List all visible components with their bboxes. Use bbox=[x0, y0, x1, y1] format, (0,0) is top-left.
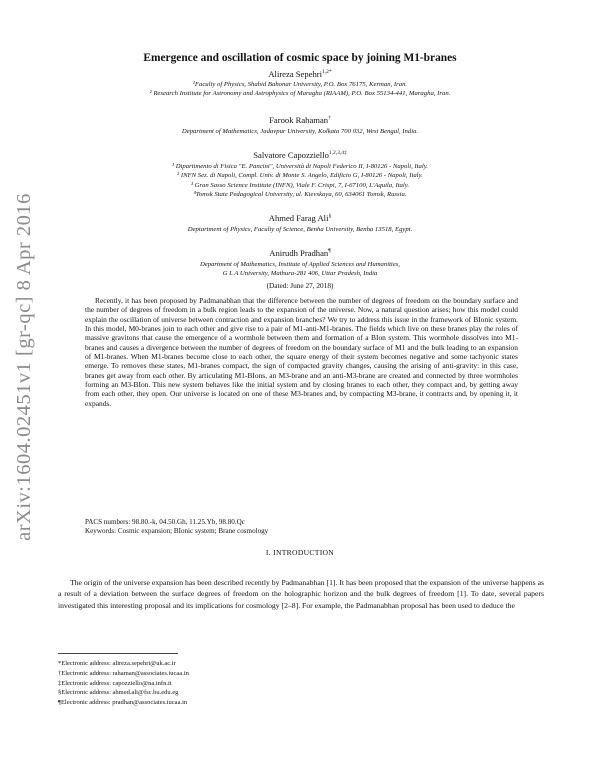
affiliation-block-3 bbox=[50, 162, 550, 199]
paper-title: Emergence and oscillation of cosmic space by joining M1-branes bbox=[143, 52, 457, 64]
affiliation-line: ³ Gran Sasso Science Institute (INFN), Viale F. Crispi, 7, I-67100, L'Aquila, Italy. bbox=[190, 181, 410, 189]
affiliation-line: ¹ Dipartimento di Fisica "E. Pancini", Università di Napoli Federico II, I-80126 - Napoli, Italy. bbox=[172, 163, 428, 170]
pacs-numbers: PACS numbers: 98.80.-k, 04.50.Gh, 11.25.Yb, 98.80.Qc bbox=[85, 518, 245, 526]
footnote[interactable]: §Electronic address: ahmed.ali@fsc.bu.edu.eg bbox=[58, 689, 179, 697]
author-name-1: Alireza Sepehri$^{1,2*}$ bbox=[268, 69, 332, 79]
keywords: Keywords: Cosmic expansion; BIonic system; Brane cosmology bbox=[85, 527, 269, 536]
footnote[interactable]: *Electronic address: alireza.sepehri@uk.ac.ir bbox=[58, 660, 176, 667]
footnote[interactable]: ¶Electronic address: pradhan@associates.iucaa.in bbox=[58, 699, 188, 707]
section-heading-introduction: I. INTRODUCTION bbox=[265, 548, 335, 557]
affiliation-block-2 bbox=[50, 127, 550, 136]
introduction-paragraph: The origin of the universe expansion has been described recently by Padmanabhan [1]. It has been proposed that the expansion of the universe happens as a result of a deviation between the surface degrees of freedom on the holographic horizon and the bulk degrees of freedom [1]. To date, several papers investigated this interesting proposal and its implications for cosmology [2–8]. For example, the Padmanabhan proposal has been used to deduce the bbox=[58, 578, 544, 610]
author-marks-5: ¶ bbox=[328, 248, 331, 255]
author-name-5: Anirudh Pradhan¶ bbox=[269, 248, 331, 258]
affiliation-block-5 bbox=[50, 260, 550, 279]
affiliation-line: ² Research Institute for Astronomy and Astrophysics of Maragha (RIAAM), P.O. Box 55134-441, Maragha, Iran. bbox=[149, 90, 451, 98]
affiliation-line: G L A University, Mathura-281 406, Uttar Pradesh, India bbox=[222, 270, 378, 278]
abstract bbox=[85, 296, 518, 408]
affiliation-line: Deptartment of Physics, Faculty of Science, Benha University, Benha 13518, Egypt. bbox=[187, 226, 413, 233]
author-name-2: Farook Rahaman† bbox=[269, 115, 331, 125]
author-name-4: Ahmed Farag Ali§ bbox=[268, 213, 332, 223]
date-line: (Dated: June 27, 2018) bbox=[266, 281, 334, 290]
footnote[interactable]: †Electronic address: rahaman@associates.iucaa.in bbox=[58, 669, 189, 677]
affiliation-line: Department of Mathematics, Jadavpur University, Kolkata 700 032, West Bengal, India. bbox=[181, 128, 419, 135]
pacs-keywords bbox=[85, 518, 268, 537]
introduction-body bbox=[58, 577, 544, 611]
affiliation-line: Department of Mathematics, Institute of Applied Sciences and Humanities, bbox=[199, 261, 401, 268]
arxiv-margin-stamp[interactable]: arXiv:1604.02451v1 [gr-qc] 8 Apr 2016 bbox=[13, 193, 35, 541]
author-name-3: Salvatore Capozziello$^{1,2,3,4\ddagger}$ bbox=[253, 150, 347, 160]
affiliation-line: ¹Faculty of Physics, Shahid Bahonar University, P.O. Box 76175, Kerman, Iran. bbox=[192, 81, 408, 88]
footnote-rule bbox=[58, 653, 178, 654]
affiliation-line: ² INFN Sez. di Napoli, Compl. Univ. di Monte S. Angelo, Edificio G, I-80126 - Napoli, Italy. bbox=[177, 172, 423, 180]
author-marks-3: 1,2,3,4‡ bbox=[328, 150, 347, 157]
affiliation-line: ⁴Tomsk State Pedagogical University, ul. Kievskaya, 60, 634061 Tomsk, Russia. bbox=[193, 190, 407, 198]
affiliation-block-4 bbox=[50, 225, 550, 234]
author-marks-1: 1,2* bbox=[322, 69, 332, 76]
affiliation-block-1 bbox=[50, 80, 550, 99]
author-marks-2: † bbox=[328, 115, 331, 122]
author-marks-4: § bbox=[328, 213, 332, 220]
footnotes bbox=[58, 659, 189, 708]
footnote[interactable]: ‡Electronic address: capozziello@na.infn.it bbox=[58, 679, 172, 687]
abstract-text: Recently, it has been proposed by Padmanabhan that the difference between the number of degrees of freedom on the boundary surface and the number of degrees of freedom in a bulk region leads to the expansion of the universe. Now, a natural question arises; how this model could explain the oscillation of universe between contraction and expansion branches? We try to address this issue in the framework of BIonic system. In this model, M0-branes join to each other and give rise to a pair of M1-anti-M1-branes. The fields which live on these branes play the roles of massive gravitons that cause the emergence of a wormhole between them and formation of a BIon system. This wormhole dissolves into M1-branes and causes a divergence between the number of degrees of freedom on the boundary surface of M1 and the bulk leading to an expansion of M1-branes. When M1-branes become close to each other, the square energy of their system becomes negative and some tachyonic states emerge. To removes these states, M1-branes compact, the sign of compacted gravity changes, causing the arising of anti-gravity: in this case, branes get away from each other. By articulating M1-BIons, an M3-brane and an anti-M3-brane are created and connected by three wormholes forming an M3-BIon. This new system behaves like the initial system and by closing branes to each other, they compact and, by getting away from each other, they open. Our universe is located on one of these M3-branes and, by compacting M3-brane, it contracts and, by opening it, it expands. bbox=[85, 296, 518, 408]
